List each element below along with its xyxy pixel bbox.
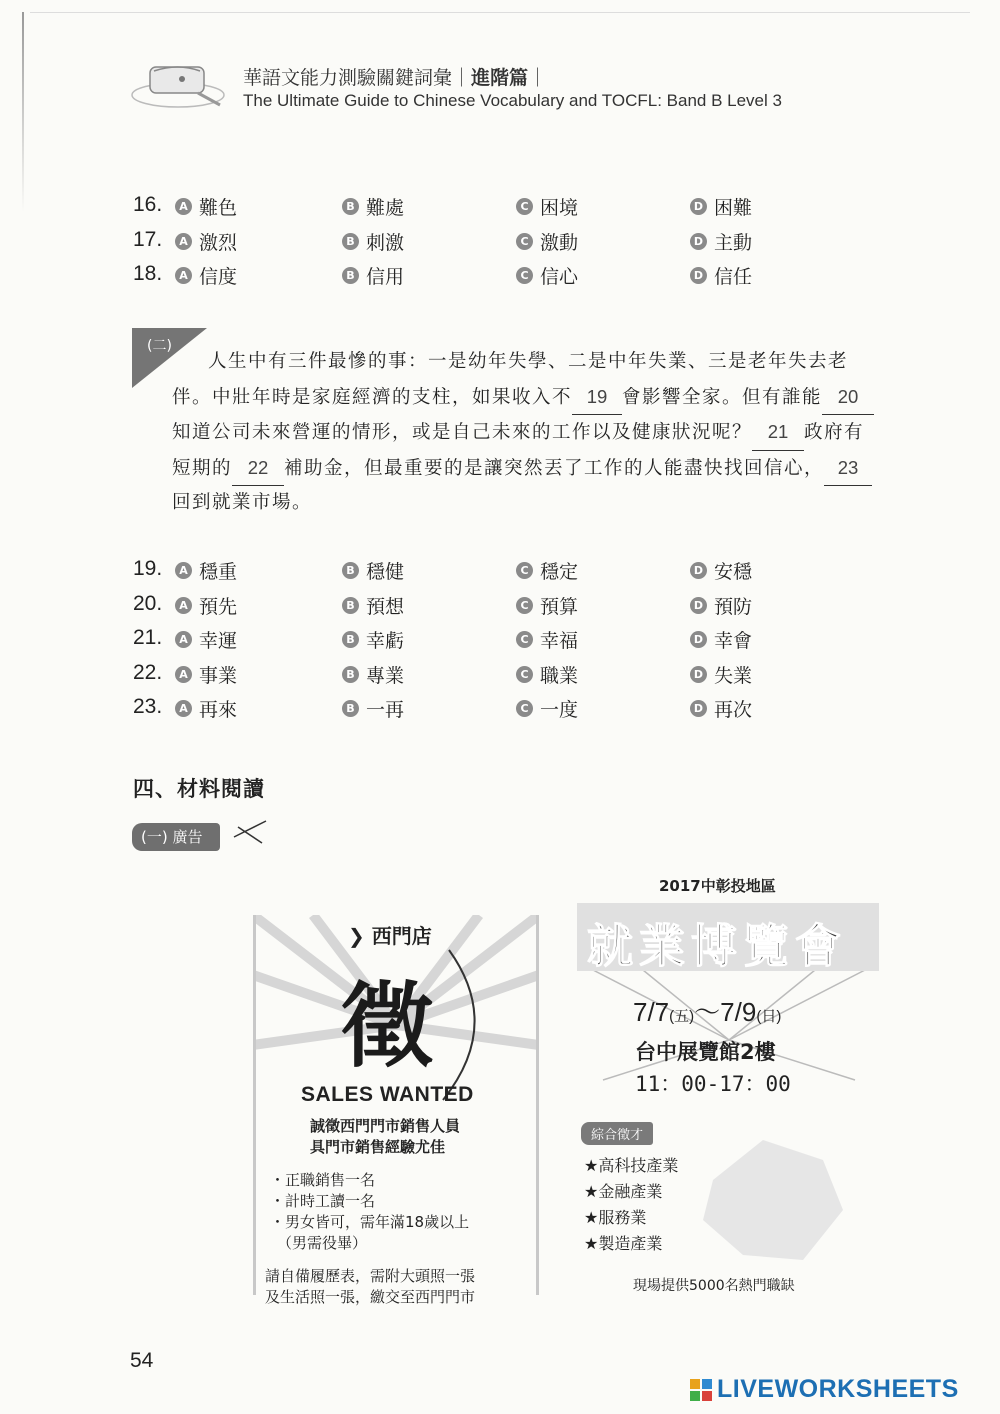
- option-text: 信度: [199, 266, 238, 288]
- option-letter-badge: C: [516, 198, 533, 215]
- option-b[interactable]: [342, 557, 404, 584]
- option-letter-badge: C: [516, 631, 533, 648]
- option-text: 穩重: [199, 561, 238, 583]
- question-number: 20.: [133, 591, 163, 615]
- option-d[interactable]: [690, 228, 752, 255]
- option-d[interactable]: [690, 695, 752, 722]
- option-b[interactable]: [342, 592, 404, 619]
- option-text: 事業: [199, 664, 238, 687]
- option-letter-badge: D: [690, 267, 707, 284]
- option-a[interactable]: [175, 228, 237, 255]
- apply-instructions-1: 請自備履歷表，需附大頭照一張: [265, 1267, 476, 1285]
- option-text: 激烈: [199, 231, 238, 254]
- option-letter-badge: A: [175, 631, 192, 648]
- option-d[interactable]: [690, 626, 752, 653]
- option-b[interactable]: [342, 193, 404, 220]
- option-letter-badge: B: [342, 700, 359, 717]
- option-letter-badge: C: [516, 267, 533, 284]
- option-letter-badge: B: [342, 562, 359, 579]
- option-letter-badge: C: [516, 666, 533, 683]
- option-d[interactable]: [690, 193, 752, 220]
- option-letter-badge: A: [175, 666, 192, 683]
- scissors-icon: [232, 817, 268, 847]
- option-a[interactable]: [175, 661, 237, 688]
- option-text: 一再: [366, 699, 405, 721]
- fair-note: 現場提供5000名熱門職缺: [633, 1278, 795, 1294]
- fair-hours: 11：00-17：00: [635, 1072, 791, 1096]
- svg-text:(二): (二): [147, 338, 172, 354]
- option-letter-badge: C: [516, 233, 533, 250]
- question-number: 19.: [133, 557, 163, 580]
- question-number: 17.: [133, 227, 163, 251]
- fair-category-label: 綜合徵才: [581, 1122, 653, 1145]
- option-b[interactable]: [342, 661, 404, 688]
- option-text: 預算: [540, 595, 579, 618]
- option-text: 主動: [714, 231, 753, 254]
- chevron-right-icon: ❯: [348, 924, 372, 948]
- option-text: 再來: [199, 699, 238, 721]
- option-a[interactable]: [175, 592, 237, 619]
- book-title-level: 進階篇: [471, 67, 529, 89]
- option-d[interactable]: [690, 262, 752, 289]
- industry-item: ★高科技產業: [584, 1156, 679, 1175]
- industry-item: ★服務業: [584, 1208, 647, 1227]
- option-text: 難處: [366, 197, 405, 219]
- option-a[interactable]: [175, 262, 237, 289]
- option-letter-badge: C: [516, 562, 533, 579]
- option-b[interactable]: [342, 262, 404, 289]
- option-letter-badge: D: [690, 198, 707, 215]
- book-title-chinese: 華語文能力測驗關鍵詞彙｜進階篇｜: [243, 67, 548, 89]
- option-a[interactable]: [175, 695, 237, 722]
- option-letter-badge: D: [690, 700, 707, 717]
- question-number: 23.: [133, 695, 163, 718]
- option-letter-badge: A: [175, 562, 192, 579]
- option-text: 難色: [199, 197, 238, 219]
- question-number: 21.: [133, 626, 163, 649]
- fair-title: 就業博覽會: [587, 919, 847, 973]
- blank-20[interactable]: 20: [822, 380, 874, 416]
- liveworksheets-wordmark: LIVEWORKSHEETS: [717, 1375, 959, 1403]
- option-text: 信任: [714, 266, 753, 288]
- option-d[interactable]: [690, 661, 752, 688]
- sales-job-ad: [253, 905, 539, 1305]
- option-letter-badge: B: [342, 666, 359, 683]
- option-letter-badge: D: [690, 562, 707, 579]
- fair-year-region: 2017中彰投地區: [659, 877, 776, 895]
- book-icon: [128, 55, 228, 110]
- job-fair-ad: [573, 870, 885, 1300]
- option-text: 刺激: [366, 231, 405, 254]
- option-a[interactable]: [175, 557, 237, 584]
- option-text: 再次: [714, 699, 753, 721]
- option-letter-badge: B: [342, 267, 359, 284]
- sales-wanted-heading: SALES WANTED: [301, 1083, 474, 1106]
- blank-21[interactable]: 21: [752, 415, 804, 451]
- option-a[interactable]: [175, 193, 237, 220]
- apply-instructions-2: 及生活照一張，繳交至西門門市: [265, 1288, 476, 1306]
- option-c[interactable]: [516, 661, 578, 688]
- option-letter-badge: D: [690, 631, 707, 648]
- option-b[interactable]: [342, 228, 404, 255]
- option-text: 激動: [540, 231, 579, 254]
- option-letter-badge: A: [175, 267, 192, 284]
- option-text: 預防: [714, 595, 753, 618]
- option-letter-badge: B: [342, 597, 359, 614]
- option-letter-badge: B: [342, 198, 359, 215]
- option-c[interactable]: [516, 228, 578, 255]
- recruit-character: 徵: [341, 972, 434, 1080]
- option-text: 專業: [366, 664, 405, 687]
- option-text: 幸福: [540, 630, 579, 652]
- reading-passage: 人生中有三件最慘的事：一是幼年失學、二是中年失業、三是老年失去老 伴。中壯年時是家庭經濟的支柱，如果收入不 19 會影響全家。但有誰能 20 知道公司未來營運的情形，或是自己未來的工作以及健康狀況呢？ 21 政府有 短期的 22 補助金，但最重要的是讓突然丟了工作的人能盡快找回信心， 23 回到就業市場。: [172, 345, 917, 521]
- requirement-note: （男需役畢）: [277, 1234, 368, 1252]
- industry-item: ★製造產業: [584, 1234, 663, 1253]
- option-text: 幸運: [199, 630, 238, 652]
- option-text: 一度: [540, 699, 579, 721]
- option-d[interactable]: [690, 592, 752, 619]
- option-text: 信心: [540, 266, 579, 288]
- hire-line-1: 誠徵西門門市銷售人員: [310, 1117, 461, 1135]
- question-number: 22.: [133, 660, 163, 684]
- option-d[interactable]: [690, 557, 752, 584]
- option-letter-badge: A: [175, 597, 192, 614]
- blank-23[interactable]: 23: [824, 451, 872, 487]
- option-text: 穩定: [540, 561, 579, 583]
- option-text: 預想: [366, 595, 405, 618]
- option-text: 安穩: [714, 561, 753, 583]
- option-letter-badge: A: [175, 198, 192, 215]
- store-name: ❯ 西門店: [348, 924, 432, 948]
- option-letter-badge: D: [690, 597, 707, 614]
- option-text: 困境: [540, 197, 579, 219]
- option-letter-badge: B: [342, 631, 359, 648]
- option-letter-badge: C: [516, 597, 533, 614]
- option-c[interactable]: [516, 557, 578, 584]
- option-b[interactable]: [342, 626, 404, 653]
- page-number: 54: [130, 1349, 154, 1372]
- option-c[interactable]: [516, 262, 578, 289]
- option-text: 幸會: [714, 630, 753, 652]
- question-number: 16.: [133, 193, 163, 216]
- fair-venue: 台中展覽館2樓: [635, 1040, 776, 1064]
- position-bullet: ・正職銷售一名: [270, 1171, 376, 1189]
- option-text: 困難: [714, 197, 753, 219]
- option-text: 信用: [366, 266, 405, 288]
- option-text: 穩健: [366, 561, 405, 583]
- hire-line-2: 具門市銷售經驗尤佳: [310, 1138, 446, 1156]
- option-text: 失業: [714, 664, 753, 687]
- option-a[interactable]: [175, 626, 237, 653]
- page-edge-shadow: [22, 12, 24, 212]
- option-c[interactable]: [516, 626, 578, 653]
- option-text: 預先: [199, 595, 238, 618]
- section-title: 四、材料閱讀: [133, 777, 265, 801]
- fair-dates: 7/7(五)～7/9(日): [633, 997, 782, 1027]
- top-rule: [30, 12, 970, 13]
- option-b[interactable]: [342, 695, 404, 722]
- book-title-english: The Ultimate Guide to Chinese Vocabulary and TOCFL: Band B Level 3: [243, 91, 782, 110]
- option-text: 職業: [540, 664, 579, 687]
- industry-item: ★金融產業: [584, 1182, 663, 1201]
- requirement-bullet: ・男女皆可，需年滿18歲以上: [270, 1213, 470, 1231]
- option-c[interactable]: [516, 695, 578, 722]
- option-letter-badge: A: [175, 700, 192, 717]
- liveworksheets-icon: [690, 1379, 712, 1401]
- option-text: 幸虧: [366, 630, 405, 652]
- option-c[interactable]: [516, 592, 578, 619]
- blank-22[interactable]: 22: [232, 451, 284, 487]
- option-letter-badge: D: [690, 233, 707, 250]
- question-number: 18.: [133, 262, 163, 285]
- option-letter-badge: D: [690, 666, 707, 683]
- option-letter-badge: A: [175, 233, 192, 250]
- position-bullet: ・計時工讀一名: [270, 1192, 376, 1210]
- ad-tag-label: (一) 廣告: [132, 823, 220, 851]
- option-letter-badge: C: [516, 700, 533, 717]
- blank-19[interactable]: 19: [572, 380, 622, 416]
- option-c[interactable]: [516, 193, 578, 220]
- option-letter-badge: B: [342, 233, 359, 250]
